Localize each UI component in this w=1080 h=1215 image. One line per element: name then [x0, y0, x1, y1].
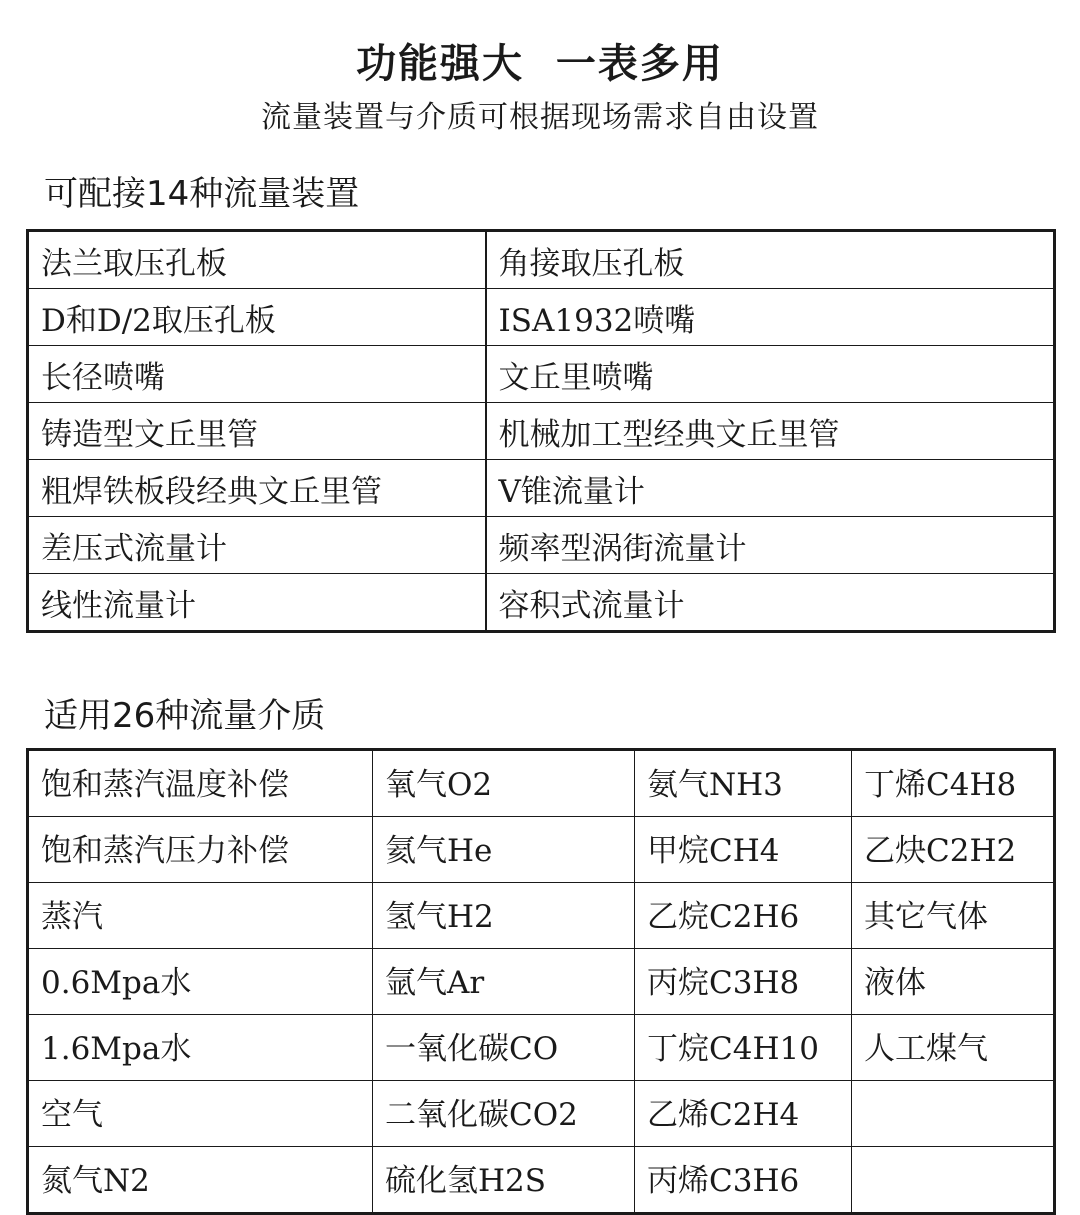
- table-cell: V锥流量计: [486, 460, 1055, 517]
- medium-row: [28, 750, 1055, 817]
- page-subtitle: 流量装置与介质可根据现场需求自由设置: [261, 100, 819, 135]
- device-row: [28, 460, 1055, 517]
- table-cell: 0.6Mpa水: [28, 949, 373, 1015]
- table-cell: 文丘里喷嘴: [486, 346, 1055, 403]
- table-cell: 氨气NH3: [635, 750, 852, 817]
- medium-row: [28, 1015, 1055, 1081]
- table-cell: 人工煤气: [852, 1015, 1055, 1081]
- medium-row: [28, 817, 1055, 883]
- table-cell: 硫化氢H2S: [373, 1147, 635, 1214]
- table-cell: 二氧化碳CO2: [373, 1081, 635, 1147]
- table-cell: 铸造型文丘里管: [28, 403, 486, 460]
- table-cell: 乙烷C2H6: [635, 883, 852, 949]
- table-cell: 饱和蒸汽压力补偿: [28, 817, 373, 883]
- table-cell: 粗焊铁板段经典文丘里管: [28, 460, 486, 517]
- medium-row: [28, 883, 1055, 949]
- table-cell: 丙烯C3H6: [635, 1147, 852, 1214]
- devices-table: [26, 229, 1056, 633]
- table-cell: 其它气体: [852, 883, 1055, 949]
- table-cell: 空气: [28, 1081, 373, 1147]
- table-cell: 氮气N2: [28, 1147, 373, 1214]
- device-row: [28, 574, 1055, 632]
- device-row: [28, 346, 1055, 403]
- table-cell: 一氧化碳CO: [373, 1015, 635, 1081]
- media-table: [26, 748, 1056, 1215]
- device-row: [28, 517, 1055, 574]
- medium-row: [28, 949, 1055, 1015]
- medium-row: [28, 1147, 1055, 1214]
- table-cell: 饱和蒸汽温度补偿: [28, 750, 373, 817]
- table-cell: 法兰取压孔板: [28, 231, 486, 289]
- table-cell: 氦气He: [373, 817, 635, 883]
- table-cell: 线性流量计: [28, 574, 486, 632]
- table-cell: 乙烯C2H4: [635, 1081, 852, 1147]
- media-heading: 适用26种流量介质: [44, 696, 326, 736]
- device-row: [28, 289, 1055, 346]
- table-cell: 液体: [852, 949, 1055, 1015]
- table-cell: 频率型涡街流量计: [486, 517, 1055, 574]
- medium-row: [28, 1081, 1055, 1147]
- table-cell: 氢气H2: [373, 883, 635, 949]
- table-cell: 乙炔C2H2: [852, 817, 1055, 883]
- table-cell: 氩气Ar: [373, 949, 635, 1015]
- table-cell: 丁烷C4H10: [635, 1015, 852, 1081]
- table-cell: 差压式流量计: [28, 517, 486, 574]
- table-cell: 机械加工型经典文丘里管: [486, 403, 1055, 460]
- table-cell: 甲烷CH4: [635, 817, 852, 883]
- table-cell: 长径喷嘴: [28, 346, 486, 403]
- table-cell: D和D/2取压孔板: [28, 289, 486, 346]
- table-cell: ISA1932喷嘴: [486, 289, 1055, 346]
- table-cell: 1.6Mpa水: [28, 1015, 373, 1081]
- table-cell: [852, 1081, 1055, 1147]
- table-cell: 氧气O2: [373, 750, 635, 817]
- table-cell: 角接取压孔板: [486, 231, 1055, 289]
- table-cell: 容积式流量计: [486, 574, 1055, 632]
- device-row: [28, 231, 1055, 289]
- table-cell: 丁烯C4H8: [852, 750, 1055, 817]
- device-row: [28, 403, 1055, 460]
- table-cell: 丙烷C3H8: [635, 949, 852, 1015]
- table-cell: 蒸汽: [28, 883, 373, 949]
- page-title: 功能强大 一表多用: [356, 41, 724, 87]
- table-cell: [852, 1147, 1055, 1214]
- devices-heading: 可配接14种流量装置: [44, 174, 360, 214]
